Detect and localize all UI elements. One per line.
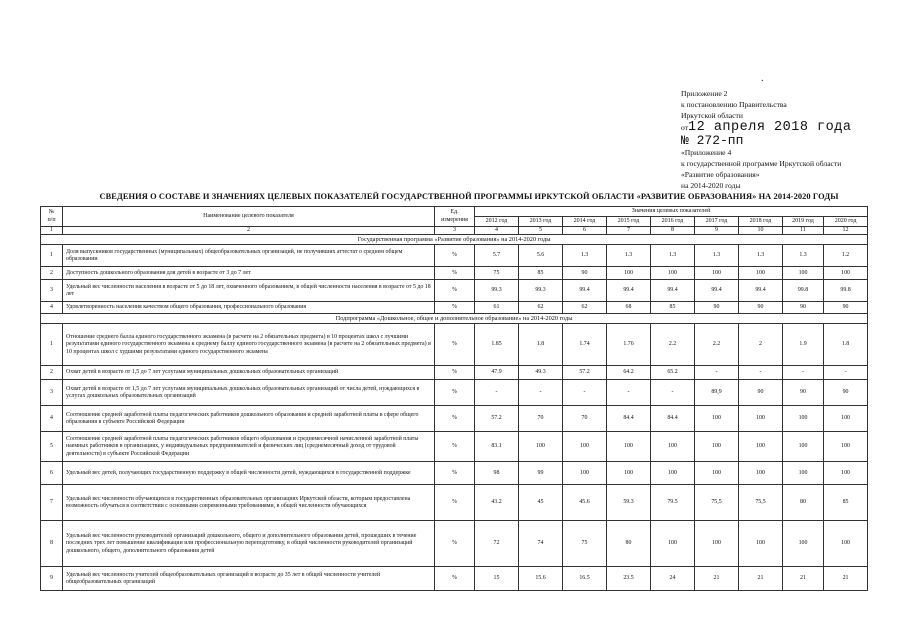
indicator-value: 21 xyxy=(695,567,739,591)
indicator-value: - xyxy=(563,380,607,406)
indicator-value: 45 xyxy=(519,485,563,521)
indicator-value: - xyxy=(607,380,651,406)
indicator-value: - xyxy=(695,366,739,380)
indicator-value: 2.2 xyxy=(651,324,695,366)
indicator-value: - xyxy=(519,380,563,406)
section-title: Подпрограмма «Дошкольное, общее и дополнительное образование» на 2014-2020 годы xyxy=(41,314,868,324)
indicator-value: 21 xyxy=(739,567,783,591)
table-row xyxy=(41,302,868,314)
appendix-block xyxy=(681,88,901,191)
header-year: 2017 год xyxy=(695,217,739,227)
indicator-value: 2 xyxy=(739,324,783,366)
table-row xyxy=(41,485,868,521)
indicator-name: Охват детей в возрасте от 1,5 до 7 лет услугами муниципальных дошкольных образовательных организаций xyxy=(63,366,435,380)
table-row xyxy=(41,567,868,591)
indicator-value: 100 xyxy=(783,462,824,485)
unit: % xyxy=(435,567,475,591)
row-number: 2 xyxy=(41,267,63,280)
indicator-value: 99.4 xyxy=(695,280,739,302)
indicator-value: 89,9 xyxy=(695,380,739,406)
header-year: 2019 год xyxy=(783,217,824,227)
header-indicator-name: Наименование целевого показателя xyxy=(63,207,435,227)
indicator-value: - xyxy=(739,366,783,380)
header-num: № п/п xyxy=(41,207,63,227)
unit: % xyxy=(435,432,475,462)
row-number: 6 xyxy=(41,462,63,485)
indicator-value: 57.2 xyxy=(563,366,607,380)
indicator-value: 5.7 xyxy=(475,245,519,267)
indicator-value: 99 xyxy=(519,462,563,485)
table-row xyxy=(41,366,868,380)
indicator-value: 100 xyxy=(607,267,651,280)
indicator-value: 49.3 xyxy=(519,366,563,380)
indicator-value: 90 xyxy=(695,302,739,314)
column-index: 10 xyxy=(739,227,783,235)
indicator-name: Удельный вес численности населения в возрасте от 5 до 18 лет, охваченного образованием, в общей численности населения в возрасте от 5 до 18 лет xyxy=(63,280,435,302)
header-year: 2014 год xyxy=(563,217,607,227)
indicator-value: 1.3 xyxy=(783,245,824,267)
indicator-value: 70 xyxy=(519,406,563,432)
indicator-value: 23.5 xyxy=(607,567,651,591)
header-year: 2020 год xyxy=(824,217,868,227)
indicator-value: 100 xyxy=(695,267,739,280)
indicator-value: 100 xyxy=(695,432,739,462)
indicator-value: 90 xyxy=(824,380,868,406)
column-index: 3 xyxy=(435,227,475,235)
section-title: Государственная программа «Развитие образования» на 2014-2020 годы xyxy=(41,235,868,245)
section-row xyxy=(41,314,868,324)
indicator-value: 100 xyxy=(824,267,868,280)
indicator-value: 21 xyxy=(783,567,824,591)
indicators-table xyxy=(40,206,868,591)
indicator-value: 90 xyxy=(783,302,824,314)
indicator-value: 99.8 xyxy=(783,280,824,302)
unit: % xyxy=(435,245,475,267)
table-row xyxy=(41,280,868,302)
indicator-value: 84.4 xyxy=(651,406,695,432)
unit: % xyxy=(435,280,475,302)
table-row xyxy=(41,324,868,366)
indicator-value: 100 xyxy=(783,521,824,567)
header-year: 2018 год xyxy=(739,217,783,227)
header-row xyxy=(41,207,868,217)
appendix-line: к постановлению Правительства xyxy=(681,100,787,109)
column-index: 1 xyxy=(41,227,63,235)
header-mark: . xyxy=(761,73,764,84)
header-year: 2015 год xyxy=(607,217,651,227)
row-number: 8 xyxy=(41,521,63,567)
indicator-value: 75,5 xyxy=(695,485,739,521)
column-index: 11 xyxy=(783,227,824,235)
decree-date: 12 апреля 2018 года xyxy=(688,120,852,135)
indicator-value: 99.4 xyxy=(739,280,783,302)
unit: % xyxy=(435,324,475,366)
indicator-value: 100 xyxy=(739,267,783,280)
indicator-value: 100 xyxy=(563,432,607,462)
indicator-name: Соотношение средней заработной платы педагогических работников общего образования и среднемесячной начисленной заработной платы наемных работников в организациях, у индивидуальных предпринимателей и физических лиц (среднемесячный доход от трудовой деятельности) в субъекте Российской Федерации xyxy=(63,432,435,462)
indicator-value: 100 xyxy=(824,521,868,567)
indicator-value: 1.3 xyxy=(651,245,695,267)
indicator-value: 100 xyxy=(824,432,868,462)
indicator-value: 100 xyxy=(651,267,695,280)
indicator-value: 100 xyxy=(519,432,563,462)
document-title: СВЕДЕНИЯ О СОСТАВЕ И ЗНАЧЕНИЯХ ЦЕЛЕВЫХ ПОКАЗАТЕЛЕЙ ГОСУДАРСТВЕННОЙ ПРОГРАММЫ ИРКУТСКОЙ ОБЛАСТИ «РАЗВИТИЕ ОБРАЗОВАНИЯ» НА 2014-2020 ГОДЫ xyxy=(99,192,839,201)
unit: % xyxy=(435,406,475,432)
indicator-name: Соотношение средней заработной платы педагогических работников дошкольного образования и средней заработной платы в сфере общего образования в субъекте Российской Федерации xyxy=(63,406,435,432)
indicator-value: 1.85 xyxy=(475,324,519,366)
indicator-value: 100 xyxy=(607,462,651,485)
indicator-value: 64.2 xyxy=(607,366,651,380)
indicator-value: 100 xyxy=(695,462,739,485)
indicator-value: 1.8 xyxy=(824,324,868,366)
indicator-value: 100 xyxy=(651,521,695,567)
table-row xyxy=(41,521,868,567)
indicator-value: 100 xyxy=(563,462,607,485)
indicator-value: 62 xyxy=(563,302,607,314)
indicator-value: 80 xyxy=(607,521,651,567)
indicator-name: Удельный вес детей, получающих государственную поддержку в общей численности детей, нуждающихся в государственной поддержке xyxy=(63,462,435,485)
indicator-value: 85 xyxy=(651,302,695,314)
indicator-value: 90 xyxy=(739,302,783,314)
column-index: 5 xyxy=(519,227,563,235)
indicator-value: 100 xyxy=(739,521,783,567)
decree-number: № 272-пп xyxy=(681,133,744,148)
row-number: 2 xyxy=(41,366,63,380)
indicator-value: 99.8 xyxy=(824,280,868,302)
indicator-value: 1.3 xyxy=(739,245,783,267)
column-index: 6 xyxy=(563,227,607,235)
indicator-value: 15 xyxy=(475,567,519,591)
indicator-name: Доступность дошкольного образования для детей в возрасте от 3 до 7 лет xyxy=(63,267,435,280)
header-year: 2012 год xyxy=(475,217,519,227)
column-index: 7 xyxy=(607,227,651,235)
indicator-value: 61 xyxy=(475,302,519,314)
indicator-value: 90 xyxy=(563,267,607,280)
indicator-value: 1.9 xyxy=(783,324,824,366)
table-row xyxy=(41,245,868,267)
header-unit: Ед. измерения xyxy=(435,207,475,227)
indicator-value: - xyxy=(475,380,519,406)
row-number: 7 xyxy=(41,485,63,521)
indicator-value: 99.4 xyxy=(607,280,651,302)
row-number: 5 xyxy=(41,432,63,462)
indicator-value: 75 xyxy=(475,267,519,280)
indicator-value: 99.4 xyxy=(563,280,607,302)
indicator-value: 85 xyxy=(824,485,868,521)
unit: % xyxy=(435,462,475,485)
indicator-value: - xyxy=(824,366,868,380)
indicator-value: 100 xyxy=(651,432,695,462)
indicator-value: 100 xyxy=(824,462,868,485)
indicator-value: 70 xyxy=(563,406,607,432)
indicator-value: 45.6 xyxy=(563,485,607,521)
indicator-value: 98 xyxy=(475,462,519,485)
indicator-value: 100 xyxy=(651,462,695,485)
indicator-value: 99.4 xyxy=(651,280,695,302)
indicator-value: 100 xyxy=(739,462,783,485)
indicator-name: Удовлетворенность населения качеством общего образования, профессионального образования xyxy=(63,302,435,314)
indicator-value: 1.3 xyxy=(695,245,739,267)
table-row xyxy=(41,267,868,280)
indicator-name: Удельный вес численности учителей общеобразовательных организаций в возрасте до 35 лет в общей численности учителей общеобразовательных организаций xyxy=(63,567,435,591)
indicator-value: 57.2 xyxy=(475,406,519,432)
indicator-value: 74 xyxy=(519,521,563,567)
appendix-line: к государственной программе Иркутской области xyxy=(681,159,842,168)
column-index: 4 xyxy=(475,227,519,235)
indicator-value: 100 xyxy=(695,406,739,432)
indicator-value: 47.9 xyxy=(475,366,519,380)
indicator-value: 15.6 xyxy=(519,567,563,591)
indicator-value: 24 xyxy=(651,567,695,591)
indicator-value: 85 xyxy=(519,267,563,280)
indicator-name: Удельный вес численности руководителей организаций дошкольного, общего и дополнительного образования детей, прошедших в течение последних трех лет повышение квалификации или профессиональную переподготовку, в общей численности руководителей организаций дошкольного, общего, дополнительного образования детей xyxy=(63,521,435,567)
column-index: 8 xyxy=(651,227,695,235)
indicator-value: 83.1 xyxy=(475,432,519,462)
indicator-value: 68 xyxy=(607,302,651,314)
unit: % xyxy=(435,485,475,521)
indicator-value: 1.74 xyxy=(563,324,607,366)
column-index: 2 xyxy=(63,227,435,235)
indicator-value: 72 xyxy=(475,521,519,567)
indicator-name: Удельный вес численности обучающихся в государственных образовательных организациях Иркутской области, которым предоставлена возможность обучаться в соответствии с основными современными требованиями, в общей численности обучающихся xyxy=(63,485,435,521)
column-index-row xyxy=(41,227,868,235)
appendix-line: Приложение 2 xyxy=(681,89,728,98)
indicator-value: 84.4 xyxy=(607,406,651,432)
row-number: 9 xyxy=(41,567,63,591)
indicator-value: 1.76 xyxy=(607,324,651,366)
header-year: 2013 год xyxy=(519,217,563,227)
indicator-value: 1.8 xyxy=(519,324,563,366)
column-index: 9 xyxy=(695,227,739,235)
indicator-value: 100 xyxy=(739,406,783,432)
row-number: 1 xyxy=(41,324,63,366)
indicator-value: 1.2 xyxy=(824,245,868,267)
indicator-value: 16.5 xyxy=(563,567,607,591)
unit: % xyxy=(435,521,475,567)
indicator-value: 1.3 xyxy=(607,245,651,267)
indicator-value: 2.2 xyxy=(695,324,739,366)
section-row xyxy=(41,235,868,245)
indicator-value: 90 xyxy=(783,380,824,406)
table-row xyxy=(41,432,868,462)
indicator-value: 90 xyxy=(739,380,783,406)
table-row xyxy=(41,406,868,432)
unit: % xyxy=(435,380,475,406)
indicator-value: 65.2 xyxy=(651,366,695,380)
indicator-value: 21 xyxy=(824,567,868,591)
table-row xyxy=(41,380,868,406)
indicator-value: 75,5 xyxy=(739,485,783,521)
indicator-value: 100 xyxy=(739,432,783,462)
indicator-value: 100 xyxy=(695,521,739,567)
indicator-value: 75 xyxy=(563,521,607,567)
indicator-value: 99.3 xyxy=(475,280,519,302)
appendix-line: «Развитие образования» xyxy=(681,170,760,179)
appendix-line: «Приложение 4 xyxy=(681,148,732,157)
row-number: 3 xyxy=(41,280,63,302)
indicator-value: 90 xyxy=(824,302,868,314)
row-number: 3 xyxy=(41,380,63,406)
header-year: 2016 год xyxy=(651,217,695,227)
row-number: 4 xyxy=(41,302,63,314)
appendix-line: на 2014-2020 годы xyxy=(681,181,741,190)
table-row xyxy=(41,462,868,485)
indicator-value: 62 xyxy=(519,302,563,314)
indicator-value: 80 xyxy=(783,485,824,521)
unit: % xyxy=(435,267,475,280)
indicator-name: Отношение среднего балла единого государственного экзамена (в расчете на 2 обязательных предмета) в 10 процентах школ с лучшими результатами единого государственного экзамена к среднему баллу единого государственного экзамена (в расчете на 2 обязательных предмета) в 10 процентах школ с худшими результатами единого государственного экзамена xyxy=(63,324,435,366)
unit: % xyxy=(435,302,475,314)
indicator-value: - xyxy=(651,380,695,406)
header-values: Значения целевых показателей xyxy=(475,207,868,217)
unit: % xyxy=(435,366,475,380)
column-index: 12 xyxy=(824,227,868,235)
indicator-name: Доля выпускников государственных (муниципальных) общеобразовательных организаций, не получивших аттестат о среднем общем образовании xyxy=(63,245,435,267)
row-number: 1 xyxy=(41,245,63,267)
appendix-line: Иркутской области xyxy=(681,111,743,120)
indicator-value: 100 xyxy=(783,267,824,280)
indicator-value: 100 xyxy=(783,432,824,462)
indicator-value: 100 xyxy=(824,406,868,432)
indicator-value: 59.3 xyxy=(607,485,651,521)
indicator-value: 79.5 xyxy=(651,485,695,521)
indicator-value: 43.2 xyxy=(475,485,519,521)
indicator-value: 100 xyxy=(783,406,824,432)
indicator-value: - xyxy=(783,366,824,380)
indicator-value: 100 xyxy=(607,432,651,462)
indicator-value: 1.3 xyxy=(563,245,607,267)
indicator-value: 99.3 xyxy=(519,280,563,302)
row-number: 4 xyxy=(41,406,63,432)
indicator-name: Охват детей в возрасте от 1,5 до 7 лет услугами муниципальных дошкольных образовательных организаций от числа детей, нуждающихся в услугах дошкольных образовательных организаций xyxy=(63,380,435,406)
date-prefix: от xyxy=(681,123,689,132)
indicator-value: 5.6 xyxy=(519,245,563,267)
